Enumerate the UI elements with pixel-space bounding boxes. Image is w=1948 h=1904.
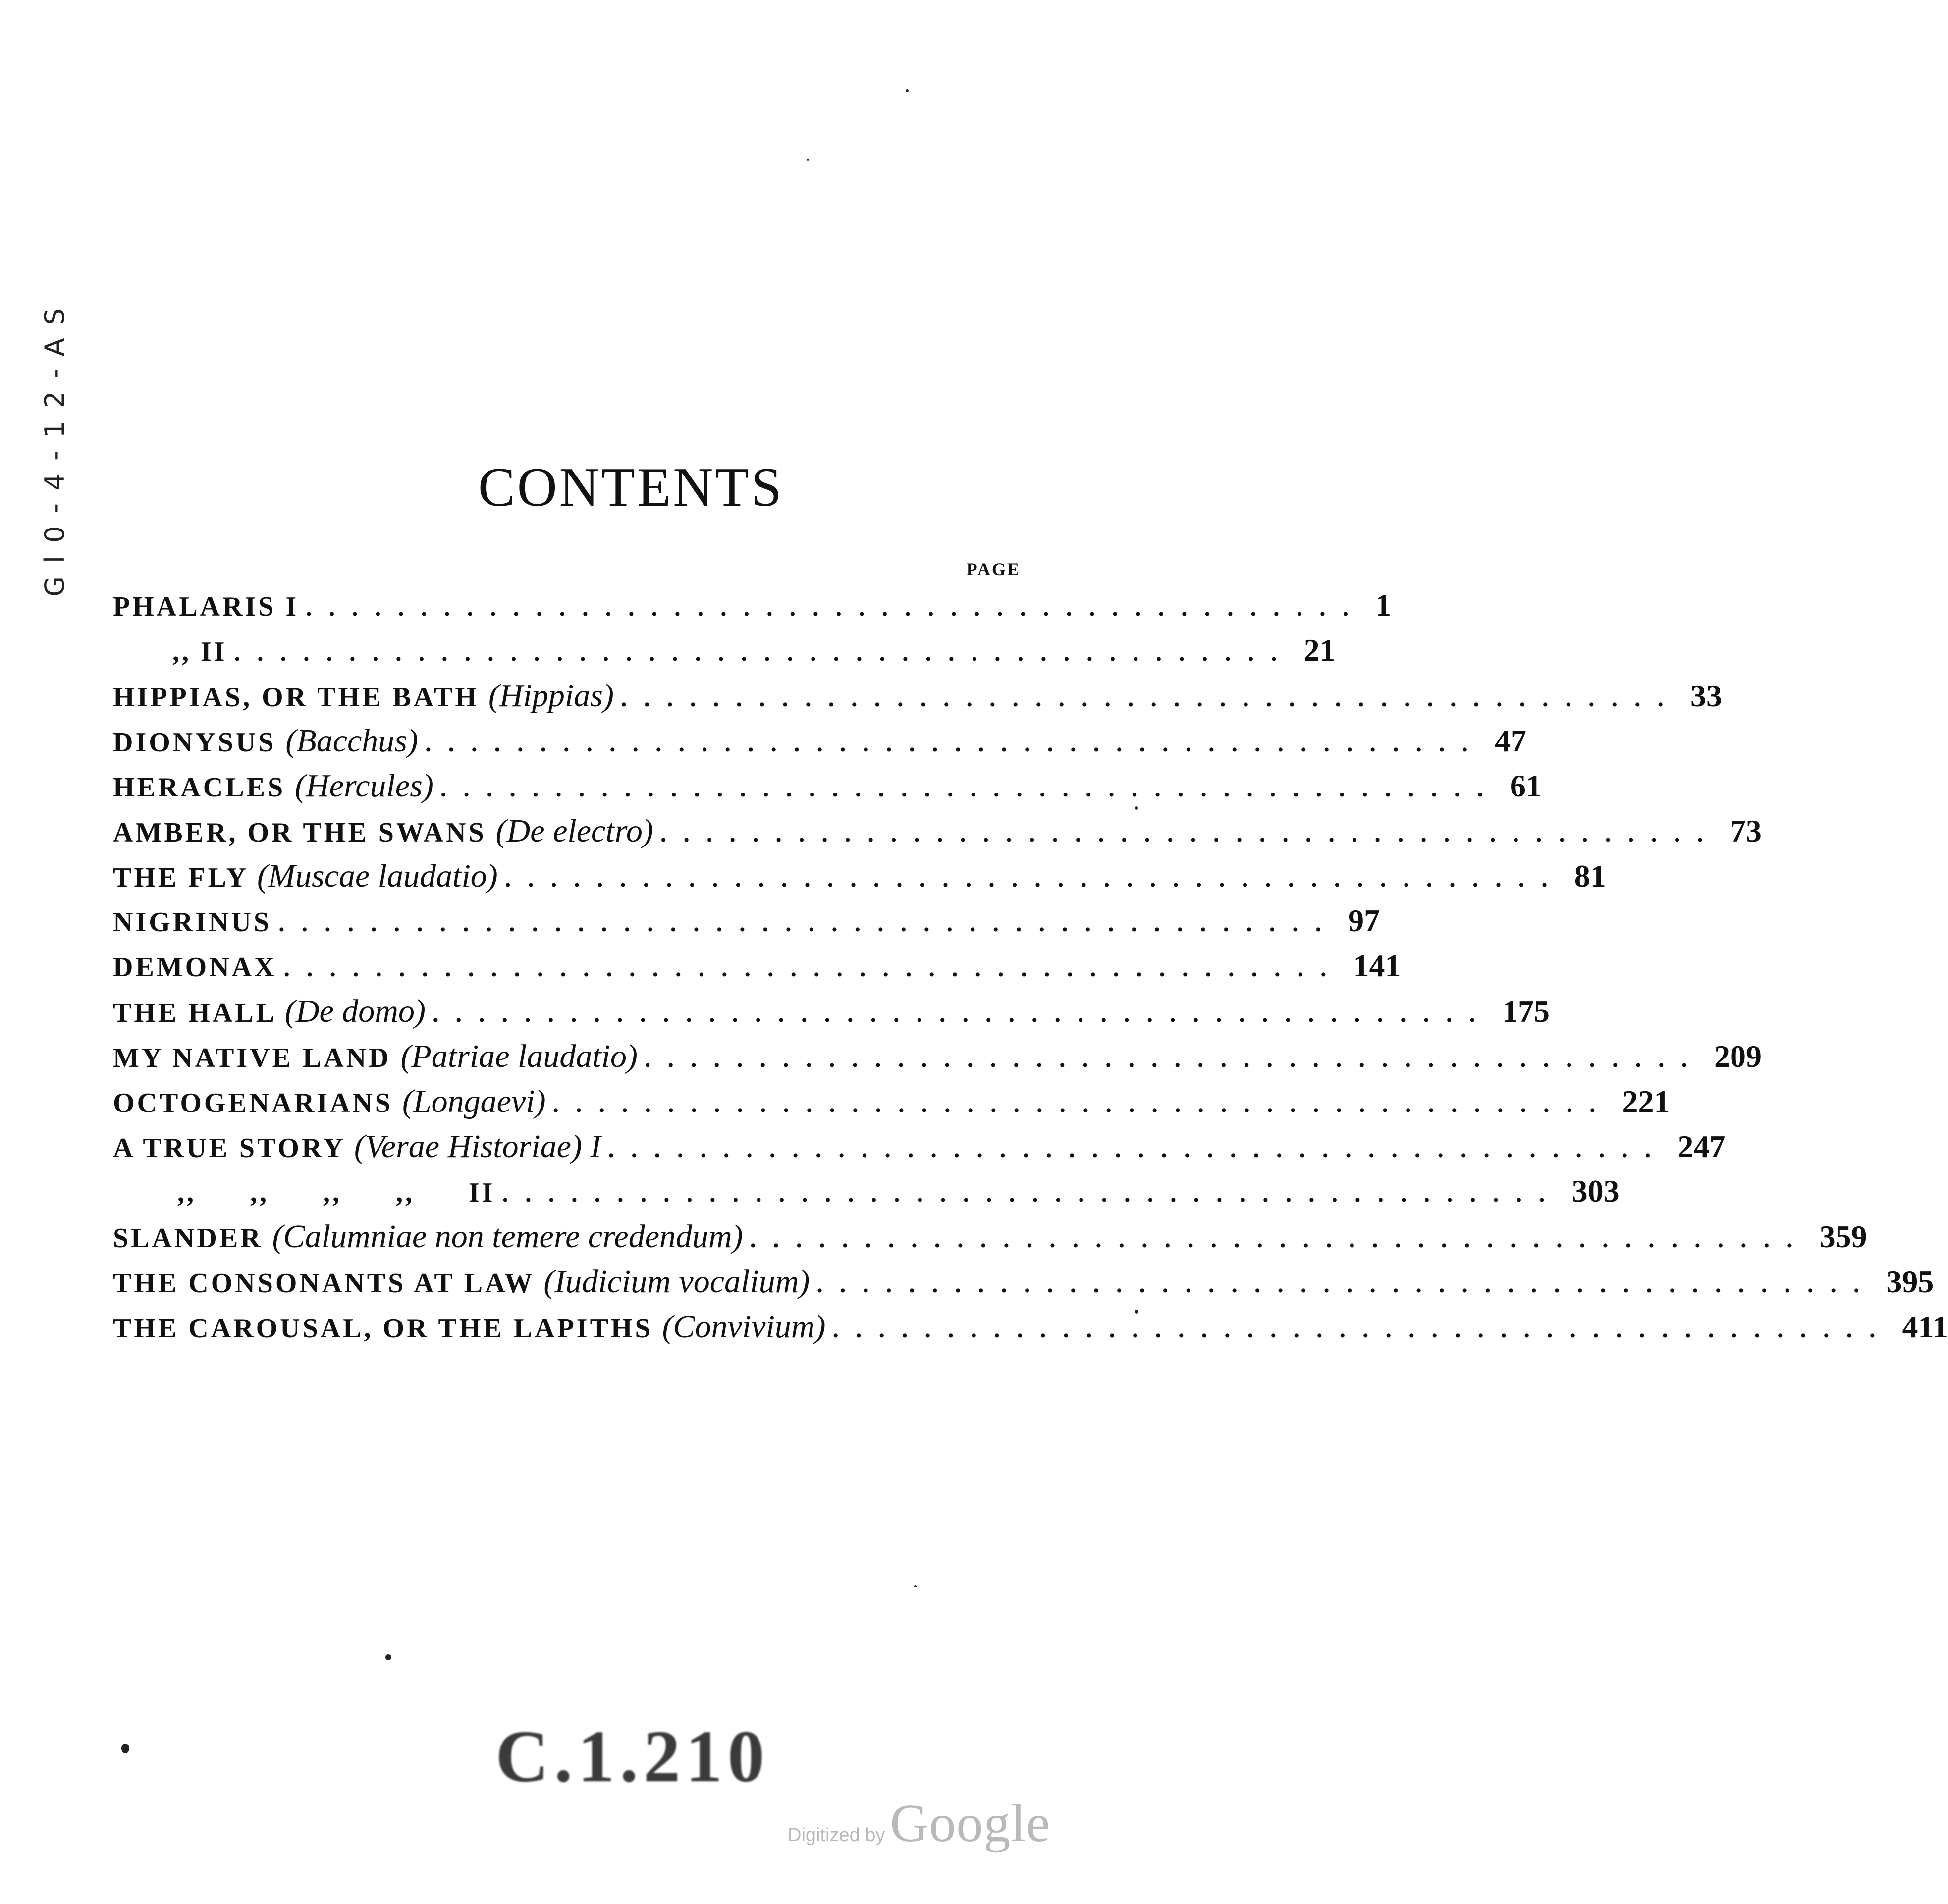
toc-entry [113,632,1336,677]
ink-speck [914,1585,917,1587]
dot-leader: .............................................. [660,819,1720,847]
dot-leader: .............................................. [832,1315,1893,1343]
toc-entry-title: THE HALL (De domo) [113,993,426,1029]
toc-latin-title: (De electro) [495,813,653,849]
table-of-contents [113,587,1948,1353]
dot-leader: .............................................. [440,774,1500,802]
dot-leader: .............................................. [750,1225,1810,1253]
ink-speck [906,89,909,92]
toc-entry [113,1128,1726,1173]
toc-page-number: 97 [1348,903,1380,938]
dot-leader: .............................................. [278,909,1339,937]
toc-entry-title: PHALARIS I [113,591,299,622]
toc-page-number: 411 [1902,1309,1948,1344]
dot-leader: .............................................. [552,1090,1613,1117]
toc-entry-title: SLANDER (Calumniae non temere credendum) [113,1218,743,1255]
toc-page-number: 247 [1677,1129,1726,1164]
toc-entry-title: AMBER, OR THE SWANS (De electro) [113,813,653,849]
toc-page-number: 359 [1819,1219,1867,1254]
toc-entry-title: A TRUE STORY (Verae Historiae) I [113,1128,601,1164]
toc-entry-title: NIGRINUS [113,907,272,938]
ink-speck [807,159,809,161]
toc-entry [113,812,1762,857]
toc-entry-title: ,, ,, ,, ,, II [177,1177,495,1208]
toc-page-number: 141 [1353,948,1401,983]
toc-entry-title: THE CAROUSAL, OR THE LAPITHS (Convivium) [113,1309,826,1345]
page-column-header: PAGE [966,559,1021,579]
toc-latin-title: (Hippias) [488,678,614,714]
toc-latin-title: (Calumniae non temere credendum) [272,1218,743,1255]
toc-entry [113,1263,1934,1308]
dot-leader: .............................................. [608,1135,1668,1163]
google-watermark [788,1793,1050,1854]
toc-entry [113,1083,1670,1128]
toc-page-number: 395 [1886,1264,1934,1299]
google-logo: Google [890,1794,1051,1853]
ink-speck [1135,806,1138,810]
toc-entry-title: ,, II [172,636,227,667]
dot-leader: .............................................. [425,729,1485,757]
toc-latin-title: (Hercules) [295,768,433,804]
toc-latin-title: (De domo) [284,993,426,1029]
handwritten-margin-note [25,277,84,614]
toc-entry [113,587,1392,632]
toc-entry [113,857,1606,902]
toc-page-number: 81 [1574,858,1606,894]
dot-leader: .............................................. [502,1179,1562,1207]
toc-entry [113,1173,1620,1218]
toc-entry [113,1218,1867,1263]
toc-page-number: 221 [1622,1084,1670,1119]
toc-latin-title: (Bacchus) [285,723,418,759]
toc-entry [113,677,1722,722]
toc-entry-title: HIPPIAS, OR THE BATH (Hippias) [113,678,614,714]
toc-entry [113,902,1380,948]
watermark-prefix: Digitized by [788,1825,885,1846]
toc-page-number: 73 [1730,813,1762,848]
ink-speck [121,1744,129,1753]
toc-entry-title: DIONYSUS (Bacchus) [113,723,418,759]
toc-page-number: 209 [1714,1039,1762,1074]
toc-entry-title: HERACLES (Hercules) [113,768,433,804]
toc-entry-title: THE CONSONANTS AT LAW (Iudicium vocalium) [113,1264,810,1300]
dot-leader: .............................................. [645,1045,1704,1072]
toc-page-number: 175 [1502,994,1550,1029]
ink-speck [385,1654,391,1660]
toc-page-number: 61 [1510,768,1542,803]
margin-note-text: Gl0-4-12-AS [39,295,70,597]
library-stamp: C.1.210 [495,1715,770,1798]
toc-page-number: 21 [1303,633,1336,668]
toc-entry-title: DEMONAX [113,952,277,983]
toc-entry [113,722,1526,767]
toc-latin-title: (Longaevi) [402,1083,546,1119]
toc-entry [113,948,1401,993]
toc-entry-title: THE FLY (Muscae laudatio) [113,858,498,894]
toc-entry [113,1308,1948,1353]
dot-leader: .............................................. [234,638,1294,666]
toc-entry-title: MY NATIVE LAND (Patriae laudatio) [113,1038,638,1074]
toc-latin-title: (Iudicium vocalium) [543,1264,810,1300]
dot-leader: .............................................. [432,1000,1492,1027]
toc-page-number: 1 [1375,587,1392,623]
toc-latin-title: (Convivium) [662,1309,826,1345]
dot-leader: .............................................. [283,954,1344,982]
dot-leader: .............................................. [504,864,1565,892]
toc-latin-title: (Muscae laudatio) [257,858,498,894]
toc-page-number: 47 [1494,723,1526,758]
dot-leader: .............................................. [816,1270,1877,1298]
ink-speck [1135,1310,1138,1314]
toc-latin-title: (Patriae laudatio) [400,1038,638,1074]
toc-latin-title: (Verae Historiae) I [354,1128,601,1164]
dot-leader: .............................................. [306,593,1366,621]
toc-entry [113,1038,1762,1083]
toc-entry [113,993,1550,1038]
page-title: CONTENTS [478,457,784,518]
toc-entry-title: OCTOGENARIANS (Longaevi) [113,1083,546,1119]
toc-page-number: 303 [1571,1173,1620,1209]
dot-leader: .............................................. [620,684,1680,712]
toc-page-number: 33 [1690,678,1722,713]
toc-entry [113,767,1542,812]
